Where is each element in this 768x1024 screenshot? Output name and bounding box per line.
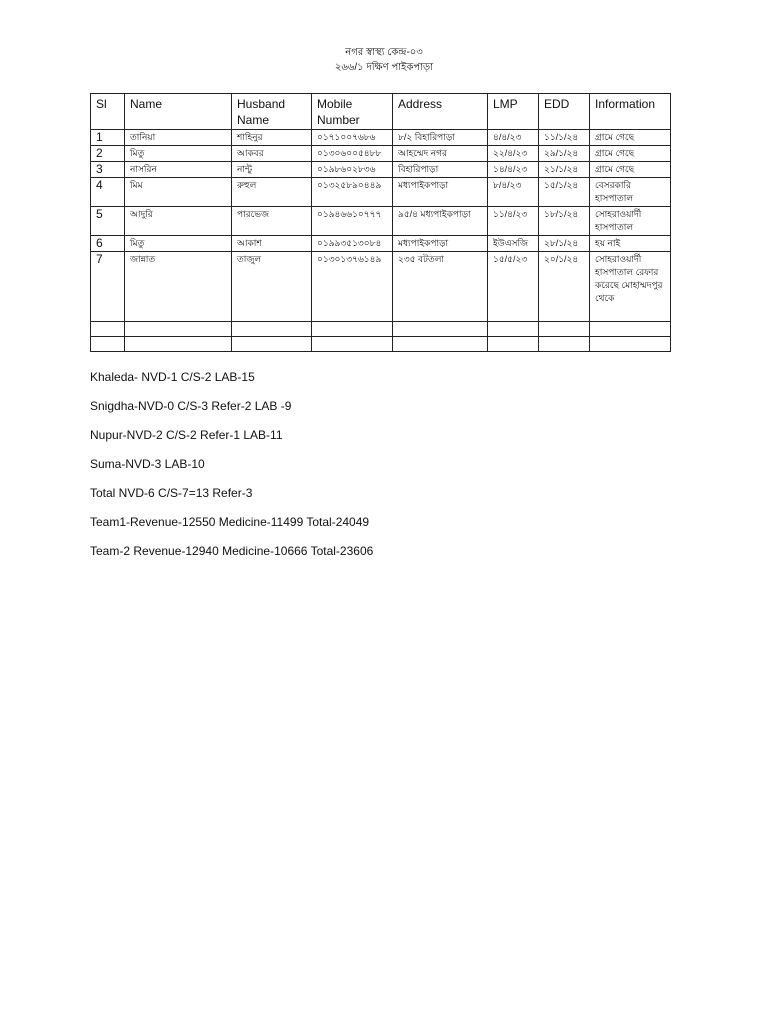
document-header (0, 45, 768, 75)
cell-information (590, 322, 671, 337)
column-header-sl: Sl (91, 94, 125, 130)
cell-mobile-number: ০১৯৪৬৬১০৭৭৭ (312, 207, 393, 236)
column-header-name: Name (125, 94, 232, 130)
table-row (91, 130, 671, 146)
cell-lmp: ১৪/৪/২৩ (488, 162, 539, 178)
cell-information: হয় নাই (590, 236, 671, 252)
cell-name (125, 337, 232, 352)
column-header-lmp: LMP (488, 94, 539, 130)
cell-address: ২৩৫ বটতলা (393, 252, 488, 322)
cell-husband-name: শাহিনুর (232, 130, 312, 146)
cell-address (393, 322, 488, 337)
table-row (91, 162, 671, 178)
column-header-husband-name: Husband Name (232, 94, 312, 130)
cell-husband-name (232, 337, 312, 352)
column-header-address: Address (393, 94, 488, 130)
cell-husband-name: আকাশ (232, 236, 312, 252)
cell-edd: ২৯/১/২৪ (539, 146, 590, 162)
cell-information: বেসরকারি হাসপাতাল (590, 178, 671, 207)
cell-name: মিম (125, 178, 232, 207)
cell-lmp: ১৫/৫/২৩ (488, 252, 539, 322)
cell-name: মিতু (125, 146, 232, 162)
cell-lmp (488, 337, 539, 352)
cell-edd: ২১/১/২৪ (539, 162, 590, 178)
cell-name (125, 322, 232, 337)
cell-lmp: ১১/৪/২৩ (488, 207, 539, 236)
patient-table (90, 93, 671, 352)
table-row (91, 146, 671, 162)
cell-edd: ১৫/১/২৪ (539, 178, 590, 207)
table-header-row (91, 94, 671, 130)
cell-name: নাসরিন (125, 162, 232, 178)
cell-edd: ২৮/১/২৪ (539, 236, 590, 252)
cell-information: গ্রামে গেছে (590, 162, 671, 178)
cell-mobile-number (312, 322, 393, 337)
cell-husband-name: আকবর (232, 146, 312, 162)
cell-mobile-number: ০১৩২৫৮৯০৪৪৯ (312, 178, 393, 207)
cell-sl (91, 337, 125, 352)
cell-mobile-number: ০১৯৯৩৫১৩০৮৪ (312, 236, 393, 252)
table-row (91, 252, 671, 322)
cell-address: আহম্মেদ নগর (393, 146, 488, 162)
header-address: ২৬৬/১ দক্ষিণ পাইকপাড়া (334, 62, 434, 73)
cell-sl: 7 (91, 252, 125, 322)
cell-address: ৮/২ বিহারিপাড়া (393, 130, 488, 146)
cell-mobile-number: ০১৯৮৬০২৮৩৬ (312, 162, 393, 178)
cell-information: সোহরাওয়ার্দী হাসপাতাল রেফার করেছে মোহাম্মদপুর থেকে (590, 252, 671, 322)
cell-lmp: ৮/৪/২৩ (488, 178, 539, 207)
cell-information: গ্রামে গেছে (590, 146, 671, 162)
cell-mobile-number: ০১৩০৬০০৫৪৮৮ (312, 146, 393, 162)
cell-husband-name (232, 322, 312, 337)
note-line: Nupur-NVD-2 C/S-2 Refer-1 LAB-11 (90, 428, 283, 442)
table-row (91, 322, 671, 337)
cell-sl: 4 (91, 178, 125, 207)
cell-lmp (488, 322, 539, 337)
cell-address (393, 337, 488, 352)
cell-lmp: ইউএসজি (488, 236, 539, 252)
note-line: Suma-NVD-3 LAB-10 (90, 457, 205, 471)
note-line: Snigdha-NVD-0 C/S-3 Refer-2 LAB -9 (90, 399, 292, 413)
cell-lmp: ৪/৪/২৩ (488, 130, 539, 146)
table-row (91, 178, 671, 207)
cell-husband-name: নান্টু (232, 162, 312, 178)
cell-husband-name: রুহুল (232, 178, 312, 207)
cell-sl: 2 (91, 146, 125, 162)
cell-information: সোহরাওয়ার্দী হাসপাতাল (590, 207, 671, 236)
note-line: Team1-Revenue-12550 Medicine-11499 Total-24049 (90, 515, 370, 529)
cell-name: আদুরি (125, 207, 232, 236)
table-row (91, 337, 671, 352)
cell-mobile-number: ০১৩০১৩৭৬১৪৯ (312, 252, 393, 322)
cell-address: মধ্যপাইকপাড়া (393, 178, 488, 207)
table-row (91, 236, 671, 252)
cell-edd (539, 337, 590, 352)
cell-name: জান্নাত (125, 252, 232, 322)
cell-name: তানিয়া (125, 130, 232, 146)
cell-mobile-number (312, 337, 393, 352)
cell-edd (539, 322, 590, 337)
column-header-edd: EDD (539, 94, 590, 130)
column-header-mobile-number: Mobile Number (312, 94, 393, 130)
note-line: Total NVD-6 C/S-7=13 Refer-3 (90, 486, 253, 500)
cell-sl (91, 322, 125, 337)
note-line: Khaleda- NVD-1 C/S-2 LAB-15 (90, 370, 255, 384)
table-row (91, 207, 671, 236)
cell-edd: ১১/১/২৪ (539, 130, 590, 146)
cell-lmp: ২২/৪/২৩ (488, 146, 539, 162)
cell-sl: 5 (91, 207, 125, 236)
cell-husband-name: তাজুল (232, 252, 312, 322)
cell-mobile-number: ০১৭১০০৭৬৮৬ (312, 130, 393, 146)
summary-notes (90, 370, 690, 573)
cell-sl: 6 (91, 236, 125, 252)
header-title: নগর স্বাস্থ্য কেন্দ্র-০৩ (345, 47, 423, 58)
cell-edd: ২০/১/২৪ (539, 252, 590, 322)
cell-information (590, 337, 671, 352)
table-body (91, 130, 671, 352)
cell-husband-name: পারভেজ (232, 207, 312, 236)
note-line: Team-2 Revenue-12940 Medicine-10666 Total-23606 (90, 544, 374, 558)
cell-information: গ্রামে গেছে (590, 130, 671, 146)
column-header-information: Information (590, 94, 671, 130)
cell-edd: ১৮/১/২৪ (539, 207, 590, 236)
cell-address: বিহারিপাড়া (393, 162, 488, 178)
cell-name: মিতু (125, 236, 232, 252)
cell-sl: 1 (91, 130, 125, 146)
cell-sl: 3 (91, 162, 125, 178)
cell-address: মধ্যপাইকপাড়া (393, 236, 488, 252)
cell-address: ৯৫/৪ মধ্যপাইকপাড়া (393, 207, 488, 236)
